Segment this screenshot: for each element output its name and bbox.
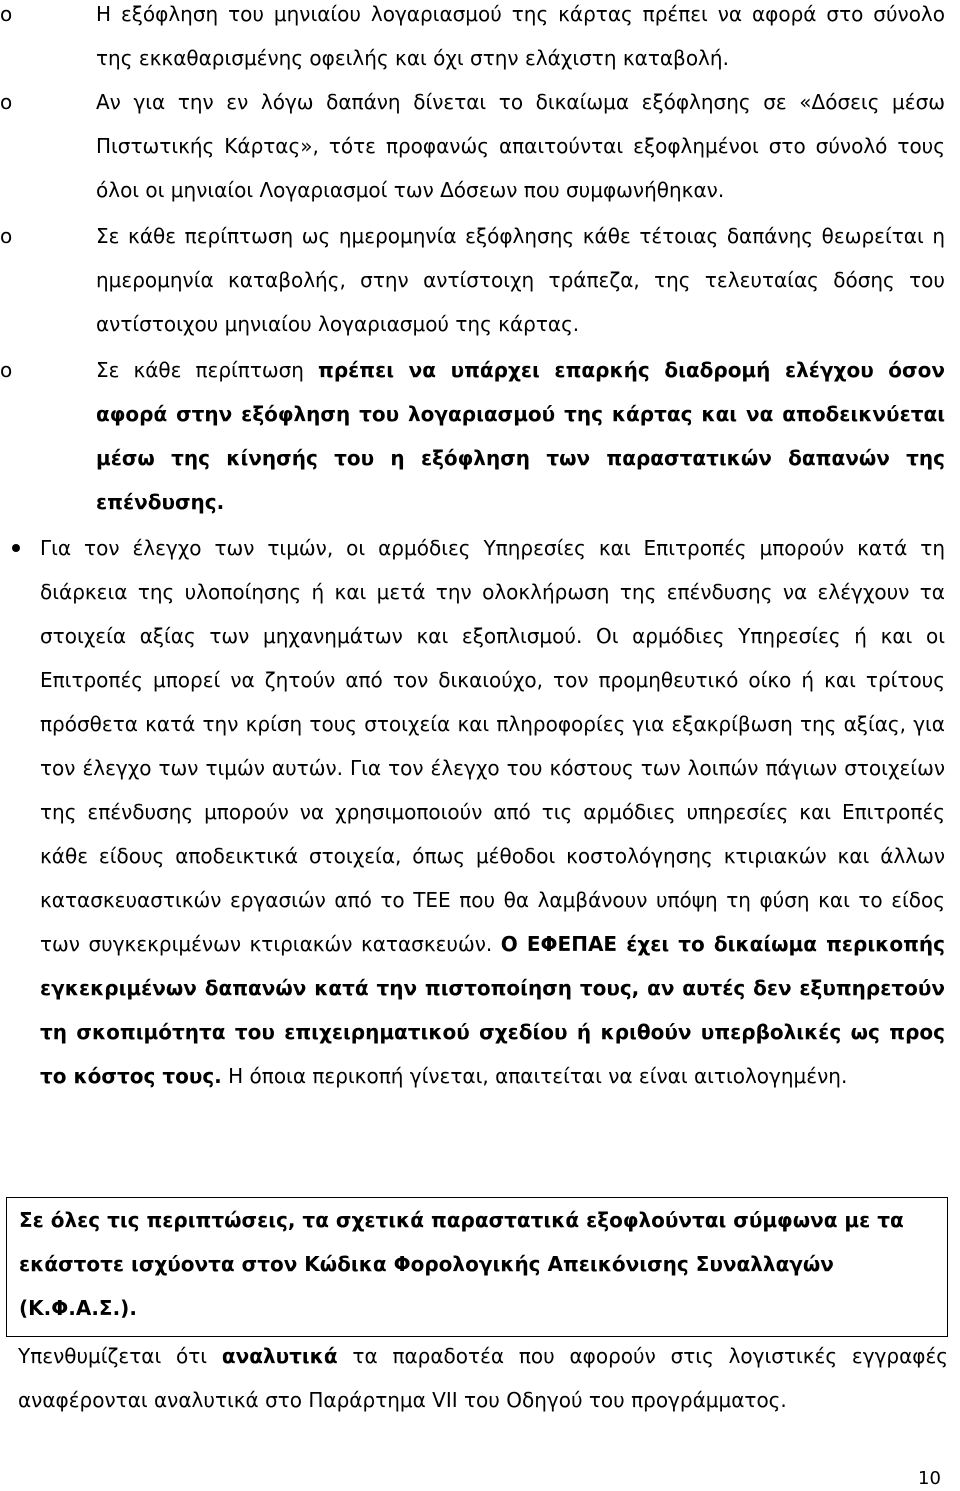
sub-list-item — [0, 0, 945, 80]
text-segment: Αν για την εν λόγω δαπάνη δίνεται το δικαίωμα εξόφλησης σε «Δόσεις μέσω Πιστωτικής Κάρτας», τότε προφανώς απαιτούνται εξοφλημένοι στο σύνολό τους όλοι οι μηνιαίοι Λογαριασμοί των Δόσεων που συμφωνήθηκαν. — [96, 90, 945, 202]
text-segment: Σε κάθε περίπτωση — [96, 358, 318, 382]
sub-list-item — [0, 80, 945, 212]
text-segment: Η όποια περικοπή γίνεται, απαιτείται να είναι αιτιολογημένη. — [221, 1064, 848, 1088]
bullet-item-text — [40, 526, 945, 1098]
text-segment: Η εξόφληση του μηνιαίου λογαριασμού της κάρτας πρέπει να αφορά στο σύνολο της εκκαθαρισμένης οφειλής και όχι στην ελάχιστη καταβολή. — [96, 2, 945, 70]
text-segment: Για τον έλεγχο των τιμών, οι αρμόδιες Υπηρεσίες και Επιτροπές μπορούν κατά τη διάρκεια της υλοποίησης ή και μετά την ολοκλήρωση της επένδυσης να ελέγχουν τα στοιχεία αξίας των μηχανημάτων και εξοπλισμού. Οι αρμόδιες Υπηρεσίες ή και οι Επιτροπές μπορεί να ζητούν από τον δικαιούχο, τον προμηθευτικό οίκο ή και τρίτους πρόσθετα κατά την κρίση τους στοιχεία και πληροφορίες για εξακρίβωση της αξίας, για τον έλεγχο των τιμών αυτών. Για τον έλεγχο του κόστους των λοιπών πάγιων στοιχείων της επένδυσης μπορούν να χρησιμοποιούν από τις αρμόδιες υπηρεσίες και Επιτροπές κάθε είδους αποδεικτικά στοιχεία, όπως μέθοδοι κοστολόγησης κτιριακών και άλλων κατασκευαστικών εργασιών από το ΤΕΕ που θα λαμβάνουν υπόψη τη φύση και το είδος των συγκεκριμένων κτιριακών κατασκευών. — [40, 536, 945, 956]
text-segment: τα παραδοτέα που αφορούν στις λογιστικές εγγραφές αναφέρονται αναλυτικά στο Παράρτημα VII του Οδηγού του προγράμματος. — [18, 1344, 948, 1412]
list-item-text — [96, 80, 945, 212]
page-number: 10 — [918, 1468, 941, 1489]
sub-list-item — [0, 214, 945, 346]
bold-segment: Ο ΕΦΕΠΑΕ έχει το δικαίωμα περικοπής εγκεκριμένων δαπανών κατά την πιστοποίηση τους, αν αυτές δεν εξυπηρετούν τη σκοπιμότητα του επιχειρηματικού σχεδίου ή κριθούν υπερβολικές ως προς το κόστος τους. — [40, 932, 946, 1088]
list-marker: o — [0, 358, 13, 382]
list-marker: o — [0, 2, 13, 26]
list-marker: o — [0, 90, 13, 114]
text-segment: Σε κάθε περίπτωση ως ημερομηνία εξόφλησης κάθε τέτοιας δαπάνης θεωρείται η ημερομηνία καταβολής, στην αντίστοιχη τράπεζα, της τελευταίας δόσης του αντίστοιχου μηνιαίου λογαριασμού της κάρτας. — [96, 224, 945, 336]
final-paragraph — [18, 1334, 948, 1422]
sub-list-item — [0, 348, 945, 524]
list-marker: o — [0, 224, 13, 248]
boxed-note — [6, 1197, 948, 1337]
bold-segment: αναλυτικά — [221, 1344, 338, 1368]
list-item-text — [96, 214, 945, 346]
bold-segment: πρέπει να υπάρχει επαρκής διαδρομή ελέγχου όσον αφορά στην εξόφληση του λογαριασμού της κάρτας και να αποδεικνύεται μέσω της κίνησής του η εξόφληση των παραστατικών δαπανών της επένδυσης. — [96, 358, 945, 514]
boxed-note-text: Σε όλες τις περιπτώσεις, τα σχετικά παραστατικά εξοφλούνται σύμφωνα με τα εκάστοτε ισχύοντα στον Κώδικα Φορολογικής Απεικόνισης Συναλλαγών (Κ.Φ.Α.Σ.). — [19, 1208, 904, 1320]
bullet-list-item — [0, 526, 945, 1186]
text-segment: Υπενθυμίζεται ότι — [18, 1344, 222, 1368]
bullet-marker — [12, 544, 20, 552]
list-item-text — [96, 348, 945, 524]
list-item-text — [96, 0, 945, 80]
